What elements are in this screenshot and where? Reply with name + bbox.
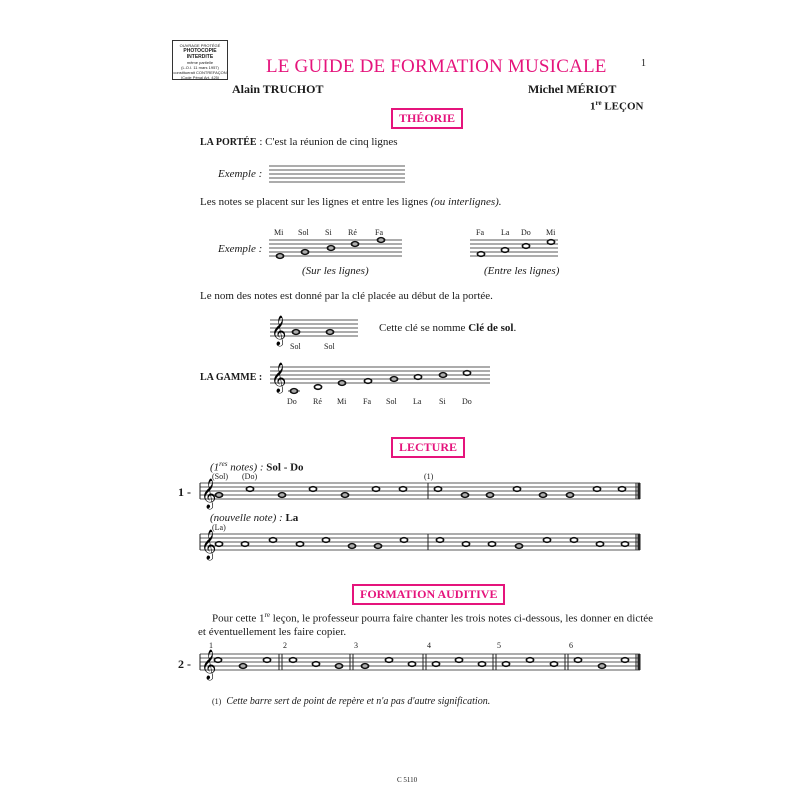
- exemple-label: Exemple :: [218, 243, 263, 255]
- treble-clef-icon: 𝄞: [201, 479, 217, 509]
- first-notes-italic-b: notes) :: [227, 461, 267, 474]
- line-note-label: Fa: [375, 228, 383, 237]
- lesson-word: LEÇON: [601, 100, 644, 113]
- lesson-sup: re: [595, 99, 602, 107]
- first-notes-italic-a: (1: [210, 461, 220, 474]
- stamp-line: même partielle: [186, 60, 214, 65]
- auditive-paragraph-line2: et éventuellement les faire copier.: [198, 626, 347, 638]
- stamp-line: INTERDITE: [186, 54, 214, 60]
- page-number: 1: [641, 58, 646, 69]
- do-tag: (Do): [242, 472, 258, 481]
- gamme-note: La: [413, 397, 422, 406]
- stamp-line: PHOTOCOPIE: [183, 48, 217, 54]
- gamme-label: LA GAMME :: [200, 372, 263, 383]
- stamp-line: constituerait CONTREFAÇON: [173, 70, 227, 75]
- sol-label: Sol: [324, 342, 335, 351]
- line-note-label: Si: [325, 228, 332, 237]
- treble-clef-icon: 𝄞: [201, 650, 217, 680]
- stamp-line: OUVRAGE PROTÉGÉ: [179, 43, 221, 48]
- cle-name-end: .: [513, 322, 517, 334]
- footnote-text: Cette barre sert de point de repère et n'a pas d'autre signification.: [226, 696, 491, 707]
- line-note-label: Ré: [348, 228, 357, 237]
- notes-sentence-text: Les notes se placent sur les lignes et entre les lignes: [200, 196, 431, 208]
- between-lines-caption: (Entre les lignes): [484, 265, 560, 277]
- space-note-label: La: [501, 228, 510, 237]
- exercise-2-number: 2 -: [178, 657, 191, 671]
- treble-clef-icon: 𝄞: [271, 316, 287, 346]
- treble-clef-icon: 𝄞: [201, 530, 217, 560]
- cle-sentence: Le nom des notes est donné par la clé placée au début de la portée.: [200, 290, 493, 302]
- space-note-label: Fa: [476, 228, 484, 237]
- space-note-label: Mi: [546, 228, 556, 237]
- new-note-bold: La: [285, 512, 299, 524]
- portee-label: LA PORTÉE: [200, 137, 257, 148]
- catalog-code: C 5110: [397, 776, 418, 784]
- treble-clef-icon: 𝄞: [271, 363, 287, 393]
- gamme-note: Do: [462, 397, 472, 406]
- measure-number: 5: [497, 641, 501, 650]
- auditive-text-b: leçon, le professeur pourra faire chanter les trois notes ci-dessous, les donner en dictée: [270, 612, 654, 625]
- new-note-italic: (nouvelle note) :: [210, 512, 286, 524]
- auditive-sup: re: [264, 611, 270, 619]
- gamme-note: Ré: [313, 397, 322, 406]
- line-note-label: Sol: [298, 228, 309, 237]
- measure-number: 4: [427, 641, 431, 650]
- author-right: Michel MÉRIOT: [528, 82, 617, 96]
- space-note-label: Do: [521, 228, 531, 237]
- stamp-line: (Code Pénal Art. 425): [180, 75, 220, 80]
- gamme-note: Mi: [337, 397, 347, 406]
- reference-mark: (1): [424, 472, 434, 481]
- cle-name-text: Cette clé se nomme: [379, 322, 469, 334]
- exercise-1-number: 1 -: [178, 485, 191, 499]
- first-notes-sup: res: [219, 460, 228, 468]
- measure-number: 1: [209, 641, 213, 650]
- gamme-note: Sol: [386, 397, 397, 406]
- measure-number: 3: [354, 641, 358, 650]
- measure-number: 6: [569, 641, 573, 650]
- measure-number: 2: [283, 641, 287, 650]
- notes-sentence-italic: (ou interlignes).: [430, 196, 502, 208]
- exemple-label: Exemple :: [218, 168, 263, 180]
- author-left: Alain TRUCHOT: [232, 82, 324, 96]
- theorie-heading: THÉORIE: [391, 108, 463, 129]
- on-lines-caption: (Sur les lignes): [302, 265, 369, 277]
- la-tag: (La): [212, 523, 226, 532]
- footnote: [212, 696, 490, 707]
- gamme-note: Si: [439, 397, 446, 406]
- page-title: LE GUIDE DE FORMATION MUSICALE: [266, 56, 607, 77]
- lesson-num: 1: [590, 100, 596, 113]
- sol-label: Sol: [290, 342, 301, 351]
- auditive-text-a: Pour cette 1: [212, 612, 265, 625]
- footnote-mark: (1): [212, 697, 222, 706]
- auditive-notes: [214, 658, 628, 669]
- portee-text: : C'est la réunion de cinq lignes: [256, 136, 398, 148]
- stamp-line: (L.O.I. 11 mars 1957): [181, 65, 219, 70]
- lecture-heading: LECTURE: [391, 437, 465, 458]
- auditive-heading: FORMATION AUDITIVE: [352, 584, 505, 605]
- line-note-label: Mi: [274, 228, 284, 237]
- sol-tag: (Sol): [212, 472, 228, 481]
- gamme-note: Fa: [363, 397, 371, 406]
- first-notes-bold: Sol - Do: [266, 461, 304, 474]
- gamme-note: Do: [287, 397, 297, 406]
- cle-name-bold: Clé de sol: [468, 322, 514, 334]
